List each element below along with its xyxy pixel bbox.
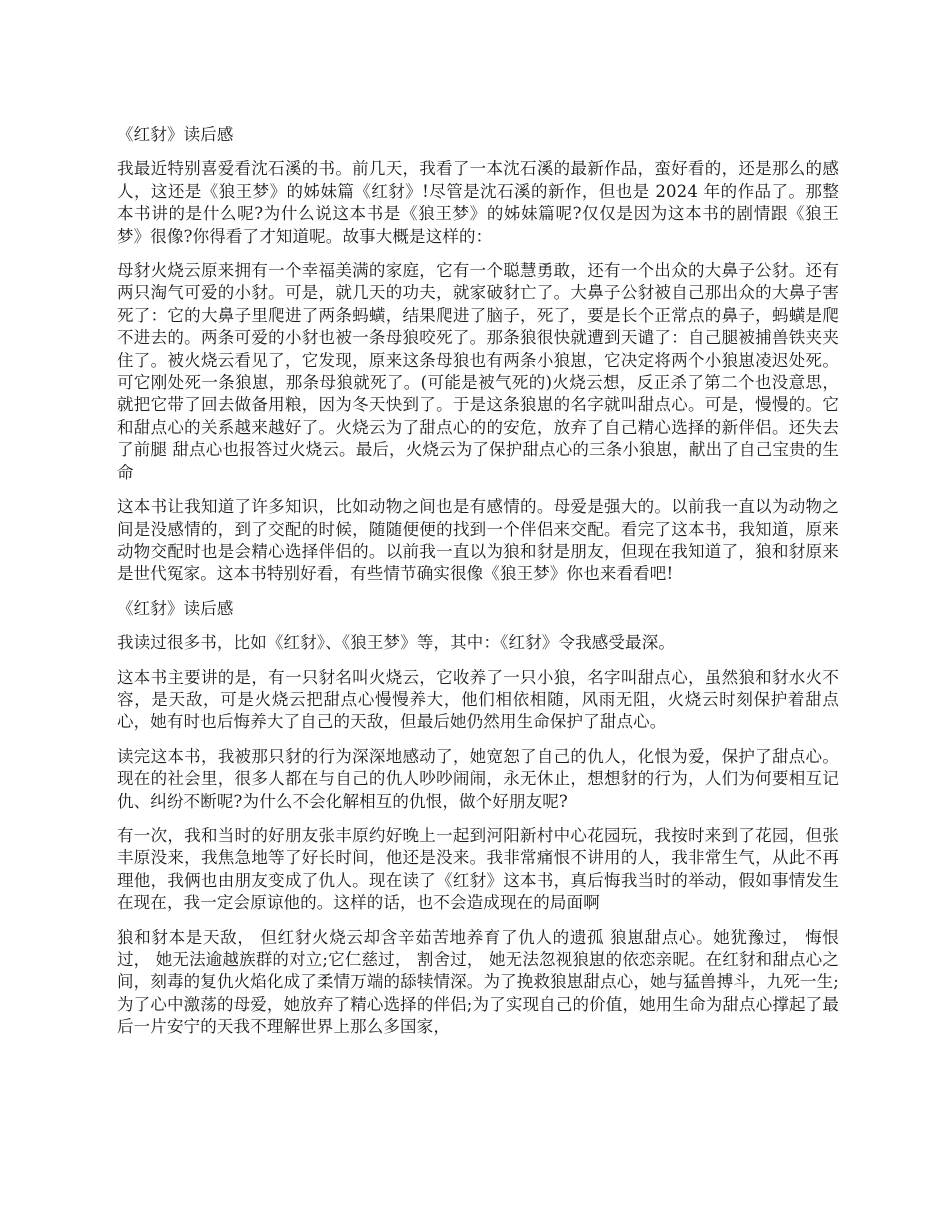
- paragraph-enemies: 狼和豺本是天敌， 但红豺火烧云却含辛茹苦地养育了仇人的遗孤 狼崽甜点心。她犹豫过， 悔恨过， 她无法逾越族群的对立;它仁慈过， 割舍过， 她无法忽视狼崽的依恋亲昵。在红豺和甜点心之间，刻毒的复仇火焰化成了柔情万端的舔犊情深。为了挽救狼崽甜点心，她与猛兽搏斗，九死一生;为了心中激荡的母爱，她放弃了精心选择的伴侣;为了实现自己的价值，她用生命为甜点心撑起了最后一片安宁的天我不理解世界上那么多国家，: [117, 927, 839, 1037]
- paragraph-reflection: 读完这本书，我被那只豺的行为深深地感动了，她宽恕了自己的仇人，化恨为爱，保护了甜点心。现在的社会里，很多人都在与自己的仇人吵吵闹闹，永无休止，想想豺的行为，人们为何要相互记仇、纠纷不断呢?为什么不会化解相互的仇恨，做个好朋友呢?: [117, 746, 839, 811]
- paragraph-intro: 我最近特别喜爱看沈石溪的书。前几天，我看了一本沈石溪的最新作品，蛮好看的，还是那么的感人，这还是《狼王梦》的姊妹篇《红豺》!尽管是沈石溪的新作，但也是 2024 年的作品了。那整本书讲的是什么呢?为什么说这本书是《狼王梦》的姊妹篇呢?仅仅是因为这本书的剧情跟《狼王梦》很像?你得看了才知道呢。故事大概是这样的：: [117, 159, 839, 246]
- essay-title: 《红豺》读后感: [117, 125, 234, 144]
- paragraph-book-content: 这本书主要讲的是，有一只豺名叫火烧云，它收养了一只小狼，名字叫甜点心，虽然狼和豺水火不容，是天敌，可是火烧云把甜点心慢慢养大，他们相依相随，风雨无阻，火烧云时刻保护着甜点心，她有时也后悔养大了自己的天敌，但最后她仍然用生命保护了甜点心。: [117, 667, 839, 732]
- paragraph-story-summary: 母豺火烧云原来拥有一个幸福美满的家庭，它有一个聪慧勇敢，还有一个出众的大鼻子公豺。还有两只淘气可爱的小豺。可是，就几天的功夫，就家破豺亡了。大鼻子公豺被自己那出众的大鼻子害死了：它的大鼻子里爬进了两条蚂蟥，结果爬进了脑子，死了，要是长个正常点的鼻子，蚂蟥是爬不进去的。两条可爱的小豺也被一条母狼咬死了。那条狼很快就遭到天谴了：自己腿被捕兽铁夹夹住了。被火烧云看见了，它发现，原来这条母狼也有两条小狼崽，它决定将两个小狼崽凌迟处死。可它刚处死一条狼崽，那条母狼就死了。(可能是被气死的)火烧云想，反正杀了第二个也没意思，就把它带了回去做备用粮，因为冬天快到了。于是这条狼崽的名字就叫甜点心。可是，慢慢的。它和甜点心的关系越来越好了。火烧云为了甜点心的的安危，放弃了自己精心选择的新伴侣。还失去了前腿 甜点心也报答过火烧云。最后，火烧云为了保护甜点心的三条小狼崽，献出了自己宝贵的生命: [117, 261, 839, 482]
- paragraph-reading-list: 我读过很多书，比如《红豺》、《狼王梦》等，其中：《红豺》令我感受最深。: [117, 633, 675, 653]
- document-body: [117, 124, 839, 1051]
- paragraph-lessons: 这本书让我知道了许多知识，比如动物之间也是有感情的。母爱是强大的。以前我一直以为动物之间是没感情的，到了交配的时候，随随便便的找到一个伴侣来交配。看完了这本书，我知道，原来动物交配时也是会精心选择伴侣的。以前我一直以为狼和豺是朋友，但现在我知道了，狼和豺原来是世代冤家。这本书特别好看，有些情节确实很像《狼王梦》你也来看看吧!: [117, 497, 839, 584]
- paragraph-personal-story: 有一次，我和当时的好朋友张丰原约好晚上一起到河阳新村中心花园玩，我按时来到了花园，但张丰原没来，我焦急地等了好长时间，他还是没来。我非常痛恨不讲用的人，我非常生气，从此不再理他，我俩也由朋友变成了仇人。现在读了《红豺》这本书，真后悔我当时的举动，假如事情发生在现在，我一定会原谅他的。这样的话，也不会造成现在的局面啊: [117, 825, 839, 913]
- essay-title-second: 《红豺》读后感: [117, 598, 234, 618]
